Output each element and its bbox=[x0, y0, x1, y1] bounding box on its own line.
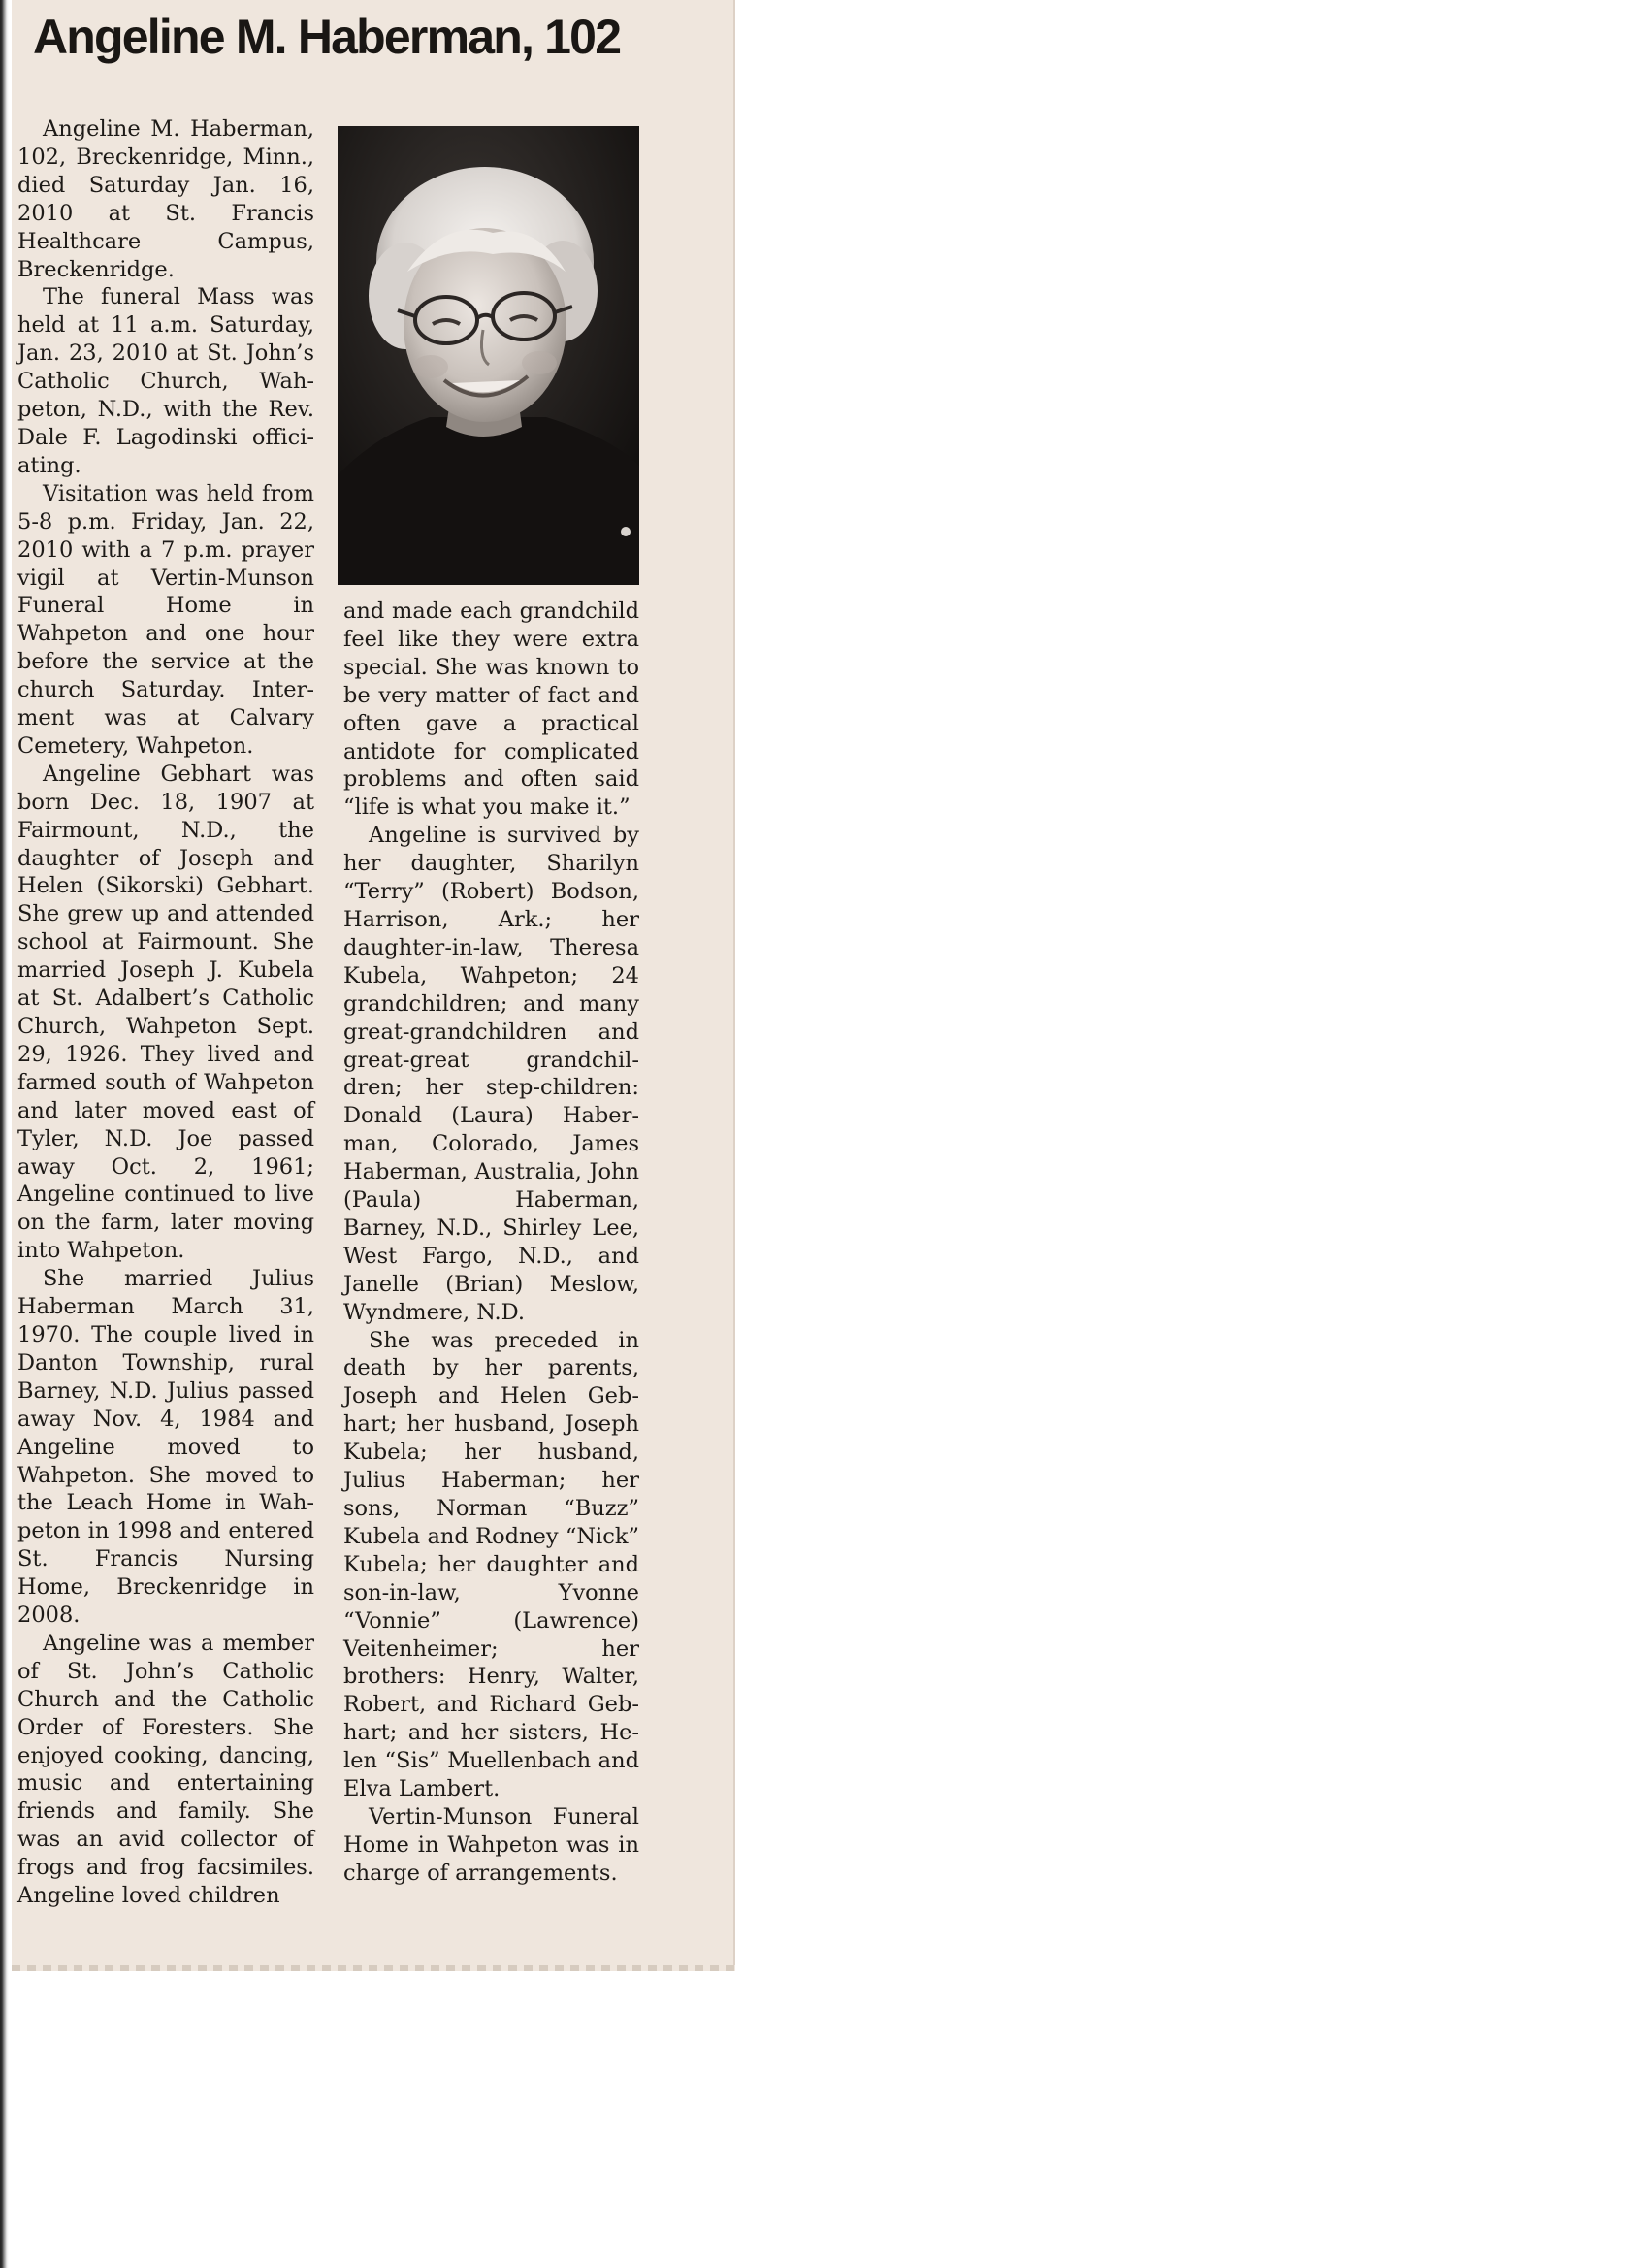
left-text-column bbox=[17, 115, 314, 1910]
clipping-torn-edge bbox=[12, 1965, 735, 1971]
paragraph-interests: Angeline was a member of St. John’s Catholic Church and the Catholic Order of Foresters. She enjoyed cooking, dancing, music and entertaining friends and family. She was an avid collector of frogs and frog facsimiles. Angeline loved children bbox=[17, 1630, 314, 1909]
paragraph-arrangements: Vertin-Munson Funeral Home in Wahpeton was in charge of arrangements. bbox=[343, 1803, 639, 1886]
paragraph-second-marriage: She married Julius Haberman March 31, 1970. The couple lived in Danton Township, rural Barney, N.D. Julius passed away Nov. 4, 1984 and Angeline moved to Wahpeton. She moved to the Leach Home in Wahpeton in 1998 and entered St. Francis Nursing Home, Breckenridge in 2008. bbox=[17, 1266, 314, 1629]
paragraph-survivors: Angeline is survived by her daughter, Sharilyn “Terry” (Robert) Bodson, Harrison, Ark.; her daughter-in-law, Theresa Kubela, Wahpeton; 24 grandchildren; and many great-grandchildren and great-great grandchildren; her step-children: Donald (Laura) Haberman, Colorado, James Haberman, Australia, John (Paula) Haberman, Barney, N.D., Shirley Lee, West Fargo, N.D., and Janelle (Brian) Meslow, Wyndmere, N.D. bbox=[343, 823, 639, 1325]
paragraph-grandchildren: and made each grandchild feel like they were extra special. She was known to be very matter of fact and often gave a practical antidote for complicated problems and often said “life is what you make it.” bbox=[343, 599, 639, 821]
obituary-headline: Angeline M. Haberman, 102 bbox=[33, 10, 621, 64]
portrait-photo-icon bbox=[338, 126, 639, 585]
paragraph-death-notice: Angeline M. Haberman, 102, Breckenridge, Minn., died Saturday Jan. 16, 2010 at St. Francis Healthcare Campus, Breckenridge. bbox=[17, 116, 314, 282]
paragraph-visitation: Visitation was held from 5-8 p.m. Friday, Jan. 22, 2010 with a 7 p.m. prayer vigil at Vertin-Munson Funeral Home in Wahpeton and one hour before the service at the church Saturday. Interment was at Calvary Cemetery, Wahpeton. bbox=[17, 480, 314, 759]
portrait-photo-drawing bbox=[338, 126, 639, 585]
paragraph-preceded-in-death: She was preceded in death by her parents, Joseph and Helen Gebhart; her husband, Joseph Kubela; her husband, Julius Haberman; her sons, Norman “Buzz” Kubela and Rodney “Nick” Kubela; her daughter and son-in-law, Yvonne “Vonnie” (Lawrence) Veitenheimer; her brothers: Henry, Walter, Robert, and Richard Gebhart; and her sisters, Helen “Sis” Muellenbach and Elva Lambert. bbox=[343, 1327, 639, 1802]
right-text-column bbox=[343, 598, 639, 1888]
paragraph-funeral-mass: The funeral Mass was held at 11 a.m. Saturday, Jan. 23, 2010 at St. John’s Catholic Church, Wahpeton, N.D., with the Rev. Dale F. Lagodinski officiating. bbox=[17, 284, 314, 478]
paragraph-early-life: Angeline Gebhart was born Dec. 18, 1907 at Fairmount, N.D., the daughter of Joseph and Helen (Sikorski) Gebhart. She grew up and attended school at Fairmount. She married Joseph J. Kubela at St. Adalbert’s Catholic Church, Wahpeton Sept. 29, 1926. They lived and farmed south of Wahpeton and later moved east of Tyler, N.D. Joe passed away Oct. 2, 1961; Angeline continued to live on the farm, later moving into Wahpeton. bbox=[17, 761, 314, 1264]
scan-edge bbox=[0, 0, 9, 2268]
